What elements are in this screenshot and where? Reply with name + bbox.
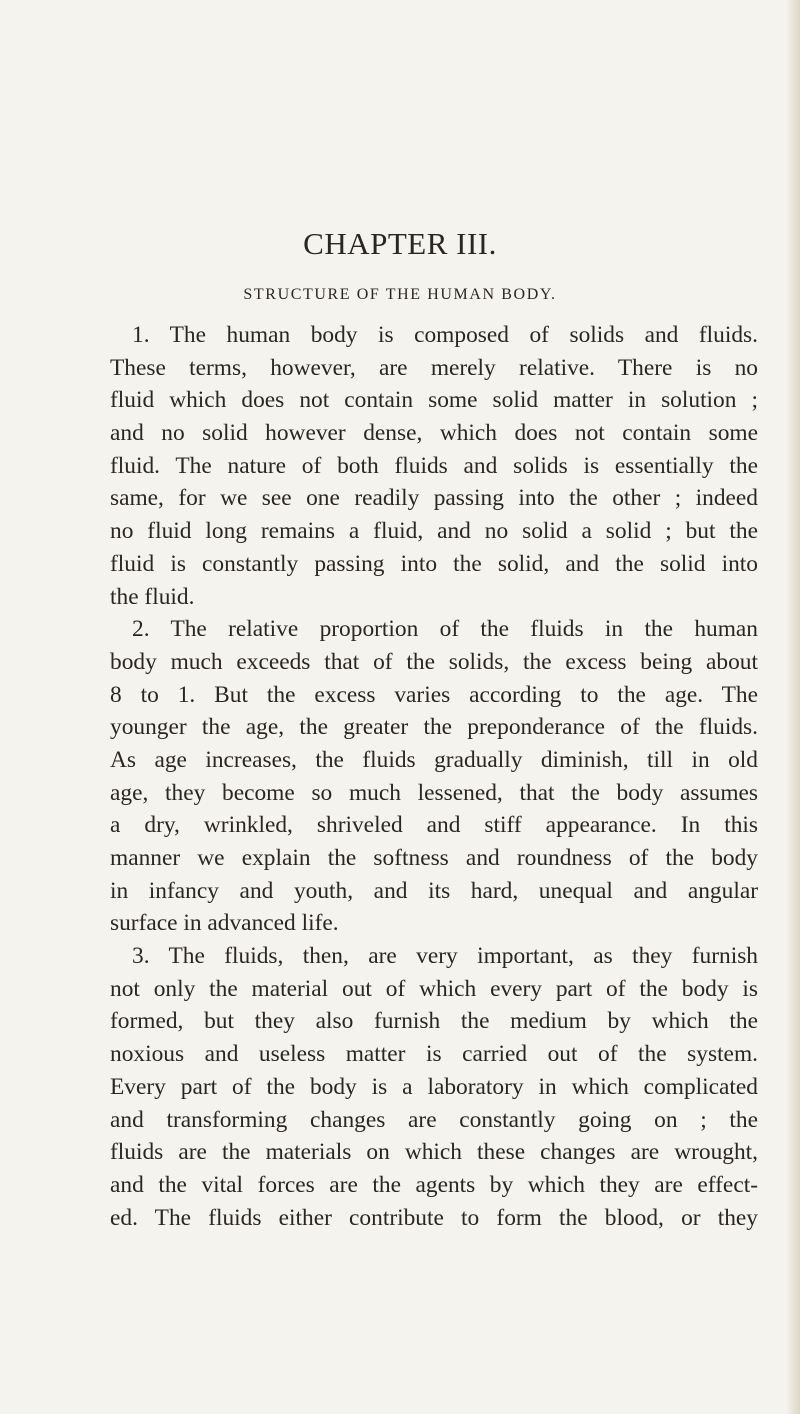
text-line: and transforming changes are constantly going on ; the xyxy=(110,1106,758,1133)
text-line: Every part of the body is a laboratory in which complicated xyxy=(110,1073,758,1100)
text-line: younger the age, the greater the preponderance of the fluids. xyxy=(110,714,758,741)
text-line: As age increases, the fluids gradually diminish, till in old xyxy=(110,746,758,773)
section-title: STRUCTURE OF THE HUMAN BODY. xyxy=(243,286,557,303)
text-line: noxious and useless matter is carried out of the system. xyxy=(110,1041,758,1068)
text-line: fluid which does not contain some solid matter in solution ; xyxy=(110,387,758,414)
chapter-title: CHAPTER III. xyxy=(303,226,497,261)
text-line: same, for we see one readily passing into the other ; indeed xyxy=(110,485,758,512)
page-edge xyxy=(786,0,800,1414)
text-line: the fluid. xyxy=(110,583,195,610)
text-line: surface in advanced life. xyxy=(110,910,339,937)
text-line: no fluid long remains a fluid, and no solid a solid ; but the xyxy=(110,518,758,545)
text-line: and the vital forces are the agents by which they are effect- xyxy=(110,1171,758,1198)
text-line: 1. The human body is composed of solids and fluids. xyxy=(132,322,758,348)
text-line: body much exceeds that of the solids, the excess being about xyxy=(110,648,758,675)
text-line: age, they become so much lessened, that the body assumes xyxy=(110,779,758,806)
text-line: fluids are the materials on which these changes are wrought, xyxy=(110,1139,758,1166)
text-line: fluid. The nature of both fluids and solids is essentially the xyxy=(110,452,758,479)
text-line: 3. The fluids, then, are very important, as they furnish xyxy=(132,943,758,970)
text-line: and no solid however dense, which does not contain some xyxy=(110,420,758,447)
text-line: 8 to 1. But the excess varies according to the age. The xyxy=(110,681,758,708)
text-line: manner we explain the softness and roundness of the body xyxy=(110,845,758,871)
text-line: fluid is constantly passing into the solid, and the solid into xyxy=(110,550,758,577)
text-line: formed, but they also furnish the medium by which the xyxy=(110,1008,758,1035)
text-line: in infancy and youth, and its hard, unequal and angular xyxy=(110,877,758,904)
text-line: ed. The fluids either contribute to form the blood, or they xyxy=(110,1204,758,1231)
text-line: a dry, wrinkled, shriveled and stiff appearance. In this xyxy=(110,812,758,839)
text-line: 2. The relative proportion of the fluids in the human xyxy=(132,616,758,643)
text-line: not only the material out of which every part of the body is xyxy=(110,975,758,1002)
text-line: These terms, however, are merely relative. There is no xyxy=(110,354,758,381)
body-text xyxy=(110,319,758,1234)
